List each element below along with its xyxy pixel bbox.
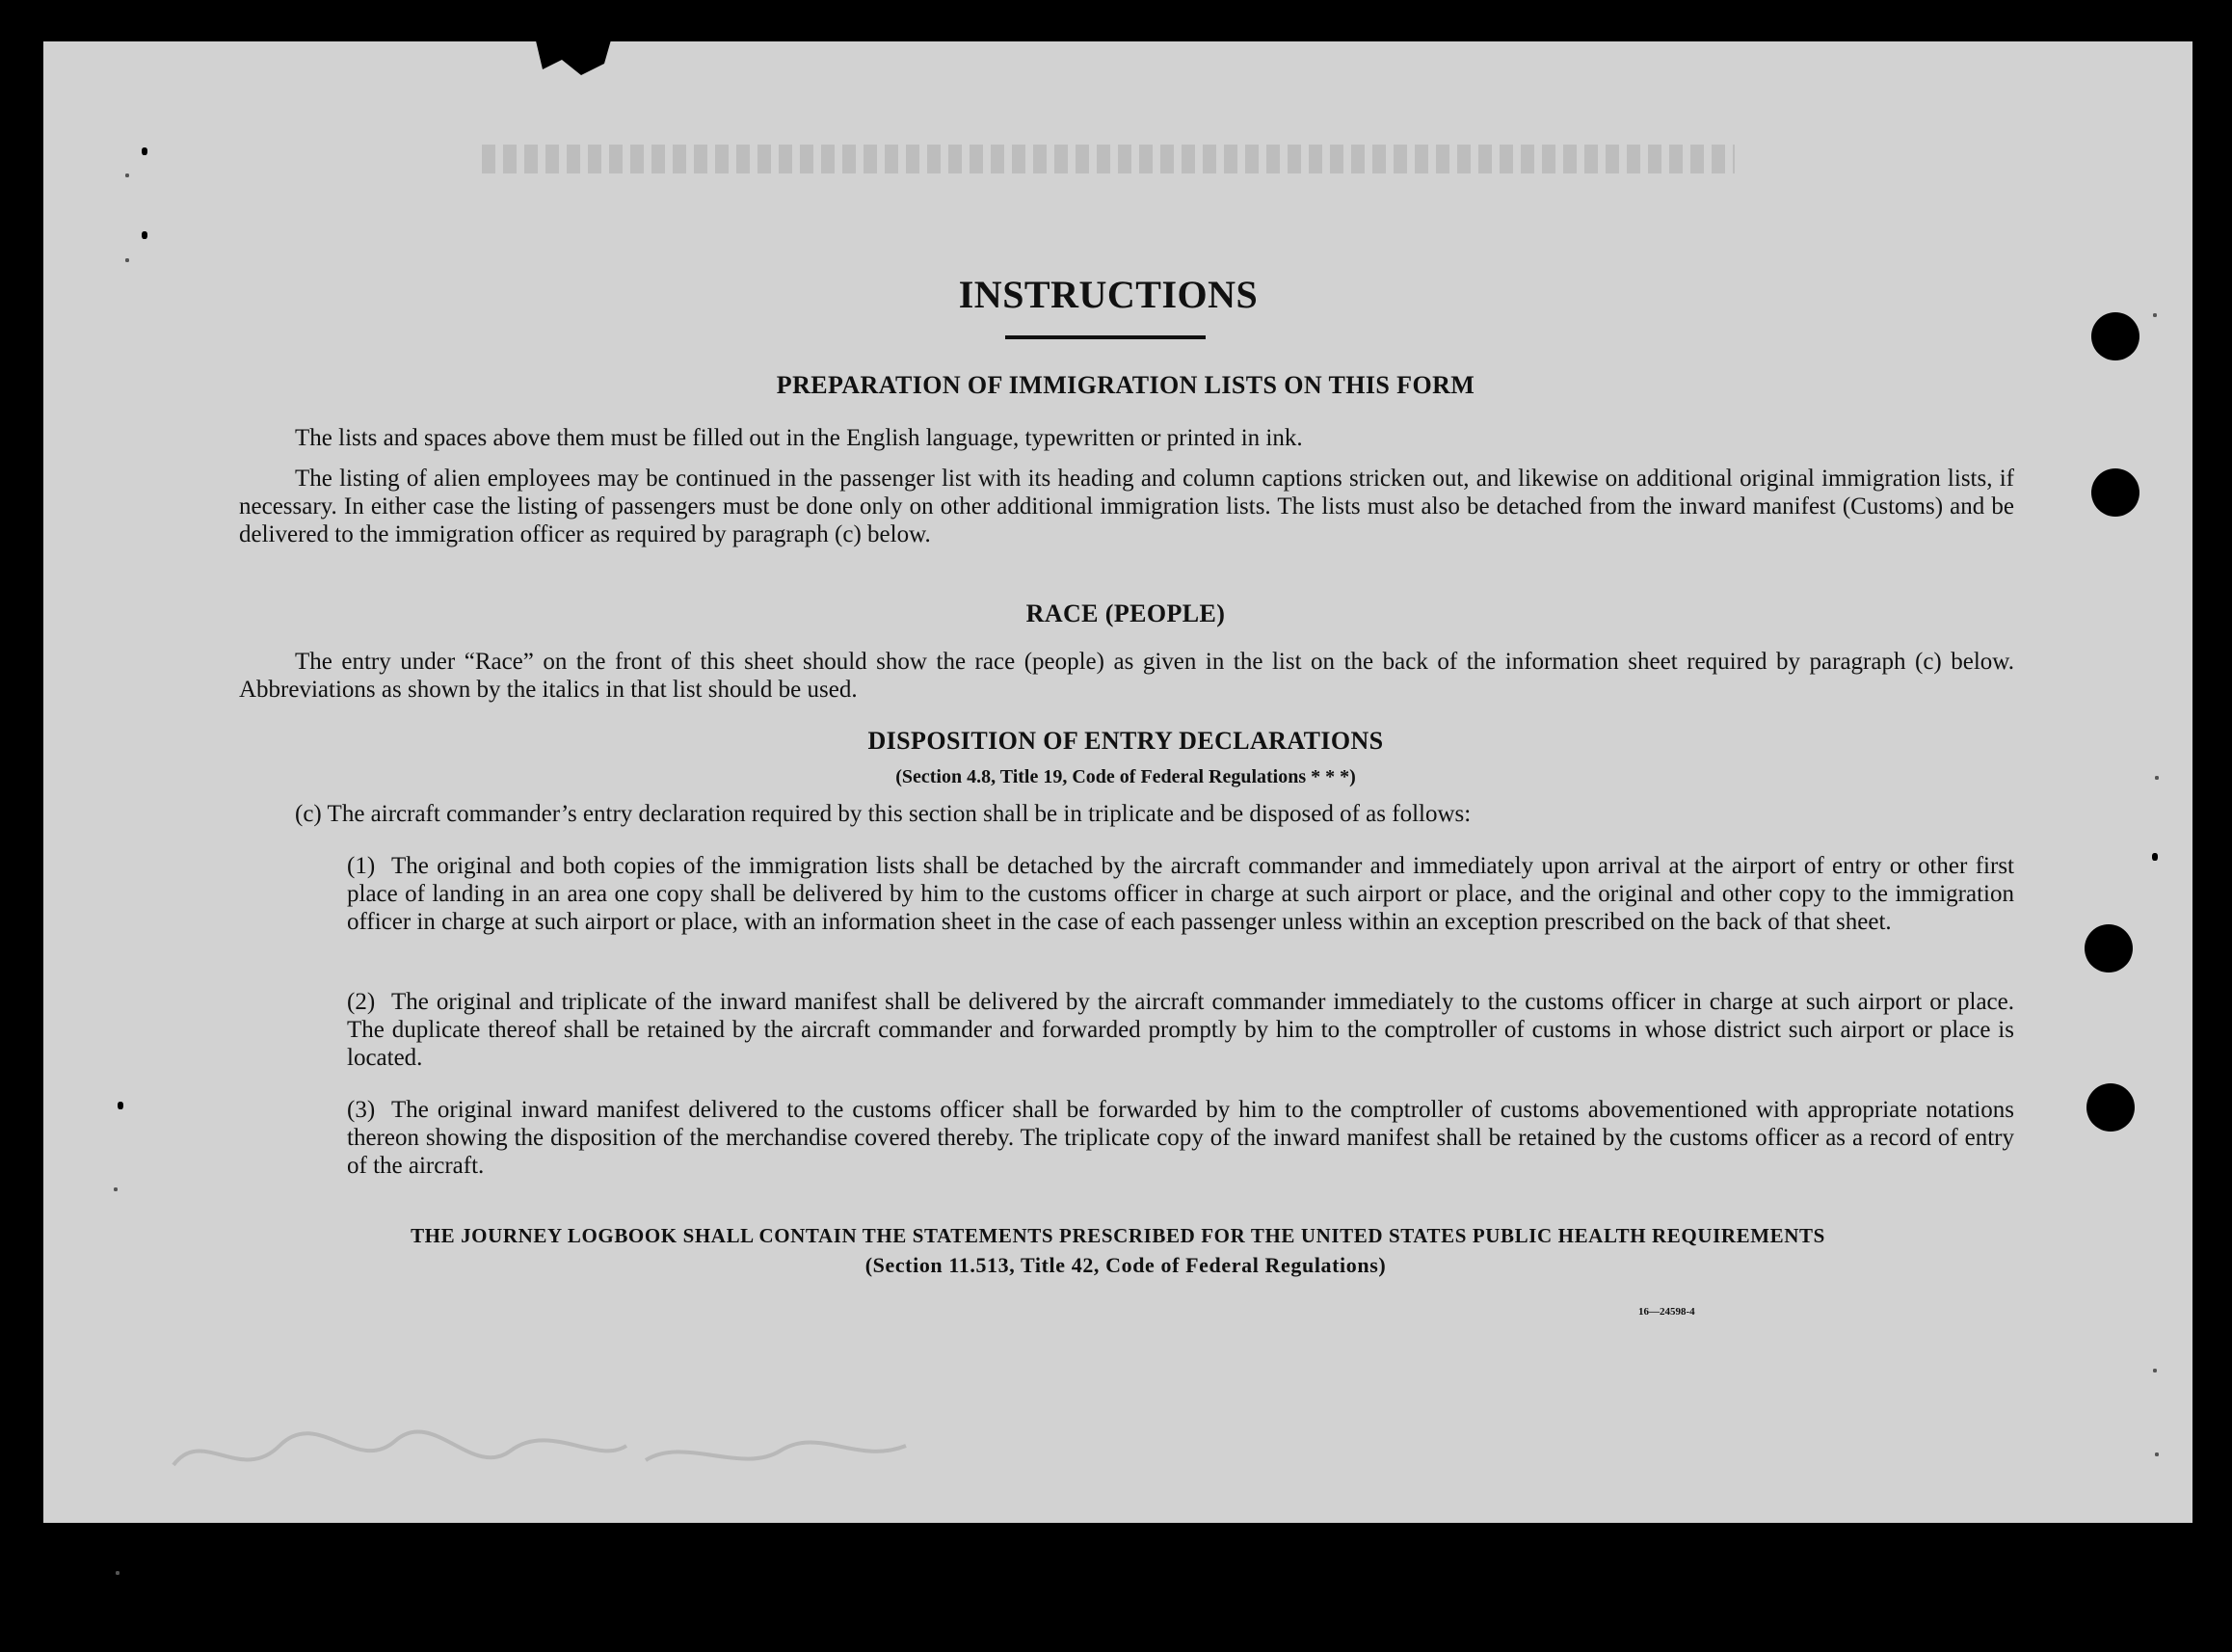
list-item <box>347 852 2014 936</box>
dust-speck <box>114 1187 118 1191</box>
paragraph-language: The lists and spaces above them must be filled out in the English language, typewritten or printed in ink. <box>295 425 1303 451</box>
list-item-text: The original and both copies of the immigration lists shall be detached by the aircraft commander and immediately upon arrival at the airport of entry or other first place of landing in an area one copy shall be delivered by him to the customs officer in charge at such airport or place, and the original and other copy to the immigration officer in charge at such airport or place, with an information sheet in the case of each passenger unless within an exception prescribed on the back of that sheet. <box>347 853 2014 935</box>
dust-speck <box>2152 853 2158 861</box>
list-item-number: (1) <box>347 853 376 879</box>
faint-signature <box>164 1407 916 1494</box>
punch-hole <box>2086 1083 2135 1132</box>
punch-hole <box>2091 312 2139 360</box>
paragraph-alien-employees: The listing of alien employees may be continued in the passenger list with its heading and column captions stricken out, and likewise on additional original immigration lists, if necessary. In either case the listing of passengers must be done only on other additional immigration lists. The lists must also be detached from the inward manifest (Customs) and be delivered to the immigration officer as required by paragraph (c) below. <box>239 466 2014 547</box>
paragraph-race: The entry under “Race” on the front of this sheet should show the race (people) as given in the list on the back of the information sheet required by paragraph (c) below. Abbreviations as shown by the italics in that list should be used. <box>239 649 2014 703</box>
dust-speck <box>2153 313 2157 317</box>
section-heading-disposition: DISPOSITION OF ENTRY DECLARATIONS <box>867 727 1384 755</box>
title-underline <box>1005 335 1206 339</box>
dust-speck <box>142 147 147 155</box>
dust-speck <box>2155 776 2159 780</box>
dust-speck <box>2153 1369 2157 1372</box>
section-heading-preparation: PREPARATION OF IMMIGRATION LISTS ON THIS FORM <box>776 371 1475 399</box>
list-item-text: The original and triplicate of the inward manifest shall be delivered by the aircraft commander immediately to the customs officer in charge at such airport or place. The duplicate thereof shall be retained by the aircraft commander and forwarded promptly by him to the comptroller of customs in whose district such airport or place is located. <box>347 989 2014 1071</box>
paragraph-c-intro: (c) The aircraft commander’s entry declaration required by this section shall be in triplicate and be disposed of as follows: <box>295 801 1472 827</box>
section-citation: (Section 4.8, Title 19, Code of Federal Regulations * * *) <box>895 766 1356 787</box>
section-heading-race: RACE (PEOPLE) <box>1025 600 1226 627</box>
punch-hole <box>2085 924 2133 973</box>
list-item-text: The original inward manifest delivered to the customs officer shall be forwarded by him to the comptroller of customs abovementioned with appropriate notations thereon showing the disposition of the merchandise covered thereby. The triplicate copy of the inward manifest shall be retained by the customs officer as a record of entry of the aircraft. <box>347 1097 2014 1179</box>
list-item-number: (2) <box>347 989 376 1015</box>
bleed-through-text <box>482 145 1735 173</box>
punch-hole <box>2091 468 2139 517</box>
list-item-number: (3) <box>347 1097 376 1123</box>
dust-speck <box>116 1571 120 1575</box>
public-health-citation: (Section 11.513, Title 42, Code of Federal Regulations) <box>864 1253 1387 1277</box>
list-item <box>347 988 2014 1072</box>
page-title: INSTRUCTIONS <box>958 273 1259 316</box>
journey-logbook-notice: THE JOURNEY LOGBOOK SHALL CONTAIN THE STATEMENTS PRESCRIBED FOR THE UNITED STATES PUBLIC HEALTH REQUIREMENTS <box>411 1224 1825 1247</box>
dust-speck <box>142 231 147 239</box>
dust-speck <box>2155 1452 2159 1456</box>
dust-speck <box>125 258 129 262</box>
dust-speck <box>118 1102 123 1109</box>
dust-speck <box>125 173 129 177</box>
list-item <box>347 1096 2014 1180</box>
form-number: 16—24598-4 <box>1638 1306 1695 1318</box>
